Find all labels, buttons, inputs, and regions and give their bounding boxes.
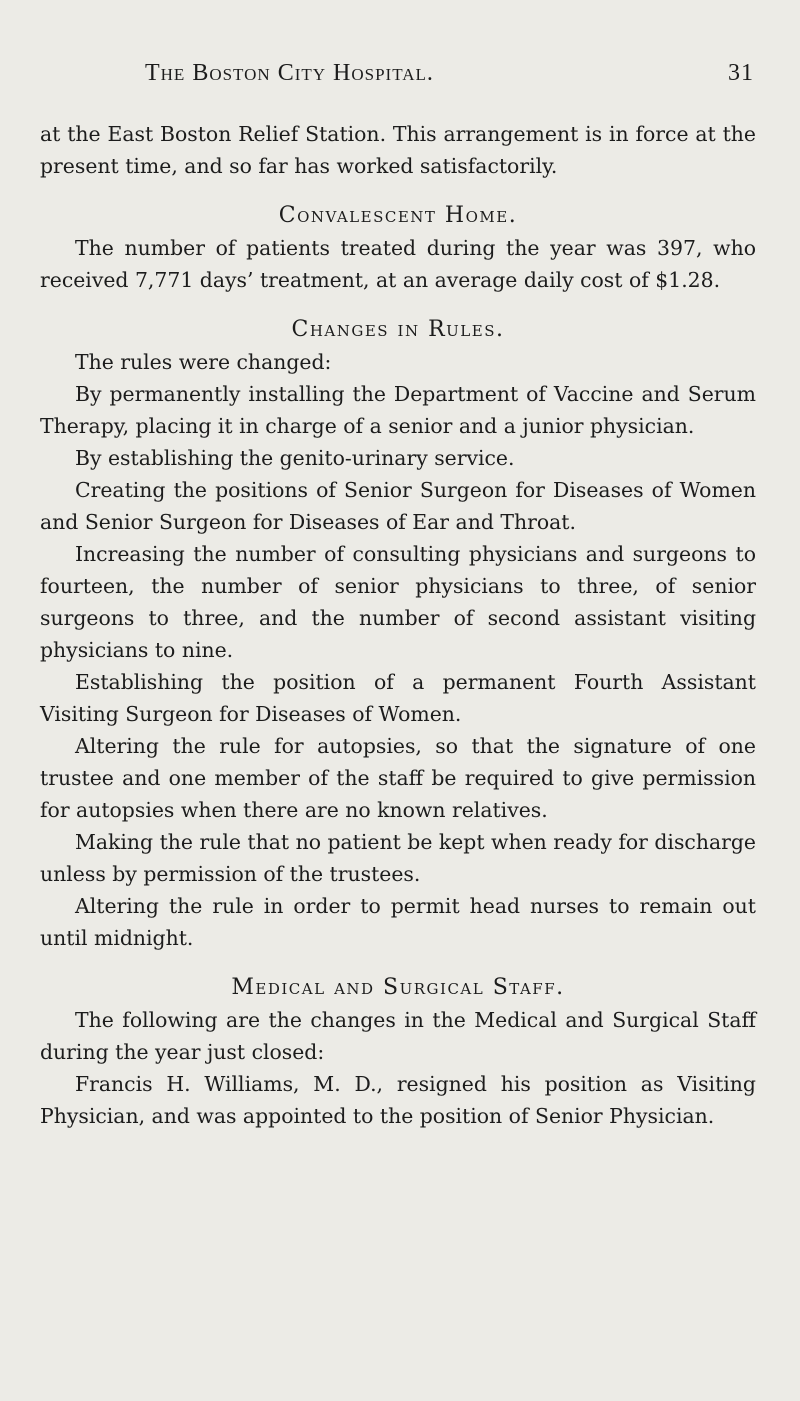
rule-item: Establishing the position of a permanent Fourth Assistant Visiting Surgeon for Diseases of Women.: [40, 670, 756, 726]
running-head: [40, 60, 756, 100]
rule-item: Making the rule that no patient be kept when ready for discharge unless by permission of the trustees.: [40, 830, 756, 886]
continuation-paragraph: at the East Boston Relief Station. This arrangement is in force at the present time, and so far has worked satisfactorily.: [40, 122, 756, 178]
staff-change-paragraph: Francis H. Williams, M. D., resigned his position as Visiting Physician, and was appointed to the position of Senior Physician.: [40, 1072, 756, 1128]
page-number: 31: [728, 60, 754, 86]
rules-intro: The rules were changed:: [75, 350, 332, 374]
rule-item: Increasing the number of consulting physicians and surgeons to fourteen, the number of senior physicians to three, of senior surgeons to three, and the number of second assistant visiting physicians to nine.: [40, 542, 756, 662]
rule-item: Creating the positions of Senior Surgeon for Diseases of Women and Senior Surgeon for Diseases of Ear and Throat.: [40, 478, 756, 534]
staff-intro: The following are the changes in the Medical and Surgical Staff during the year just closed:: [40, 1008, 756, 1064]
heading-changes-in-rules: Changes in Rules.: [291, 317, 505, 342]
heading-medical-surgical-staff: Medical and Surgical Staff.: [231, 975, 565, 1000]
heading-convalescent-home: Convalescent Home.: [278, 203, 518, 228]
rule-item: Altering the rule in order to permit head nurses to remain out until midnight.: [40, 894, 756, 950]
running-head-title: The Boston City Hospital.: [145, 60, 434, 86]
rule-item: By establishing the genito-urinary service.: [75, 446, 515, 470]
body-text: [40, 118, 756, 1132]
rule-item: By permanently installing the Department of Vaccine and Serum Therapy, placing it in charge of a senior and a junior physician.: [40, 382, 756, 438]
rule-item: Altering the rule for autopsies, so that the signature of one trustee and one member of the staff be required to give permission for autopsies when there are no known relatives.: [40, 734, 756, 822]
convalescent-paragraph: The number of patients treated during the year was 397, who received 7,771 days’ treatment, at an average daily cost of $1.28.: [40, 236, 756, 292]
